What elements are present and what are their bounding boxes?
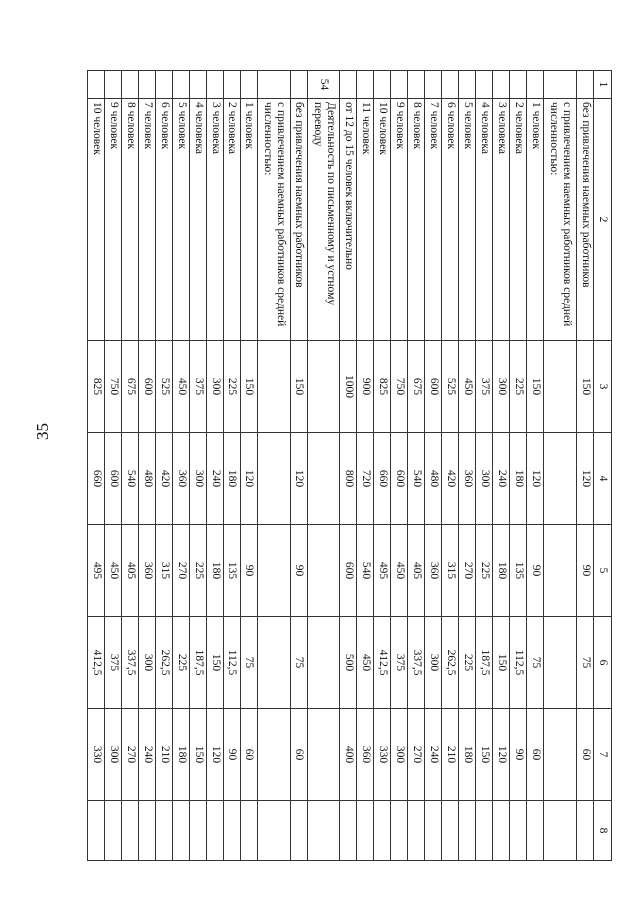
value-cell: 60 xyxy=(577,709,594,801)
value-cell xyxy=(459,801,476,861)
value-cell: 210 xyxy=(156,709,173,801)
value-cell: 262,5 xyxy=(442,617,459,709)
row-number-cell xyxy=(408,71,425,99)
table-row xyxy=(357,71,374,861)
value-cell: 240 xyxy=(493,433,510,525)
value-cell: 600 xyxy=(425,341,442,433)
row-number-cell xyxy=(105,71,122,99)
page-number: 35 xyxy=(33,423,52,440)
value-cell: 450 xyxy=(357,617,374,709)
table-row xyxy=(476,71,493,861)
row-number-cell xyxy=(340,71,357,99)
row-number-cell xyxy=(510,71,527,99)
value-cell xyxy=(577,801,594,861)
value-cell xyxy=(544,341,577,433)
table-row xyxy=(290,71,307,861)
row-number-cell xyxy=(459,71,476,99)
activity-cell: 4 человека xyxy=(190,99,207,341)
value-cell: 540 xyxy=(357,525,374,617)
activity-cell: 3 человека xyxy=(493,99,510,341)
value-cell: 375 xyxy=(391,617,408,709)
row-number-cell xyxy=(374,71,391,99)
value-cell: 120 xyxy=(240,433,257,525)
table-row xyxy=(257,71,290,861)
header-cell: 6 xyxy=(594,617,612,709)
value-cell: 480 xyxy=(425,433,442,525)
header-cell: 4 xyxy=(594,433,612,525)
value-cell: 60 xyxy=(290,709,307,801)
value-cell xyxy=(307,617,340,709)
value-cell: 240 xyxy=(207,433,224,525)
value-cell: 315 xyxy=(442,525,459,617)
value-cell: 120 xyxy=(527,433,544,525)
activity-cell: 1 человек xyxy=(240,99,257,341)
value-cell: 375 xyxy=(476,341,493,433)
value-cell: 180 xyxy=(510,433,527,525)
value-cell: 405 xyxy=(122,525,139,617)
value-cell: 225 xyxy=(224,341,241,433)
value-cell: 450 xyxy=(459,341,476,433)
value-cell: 300 xyxy=(391,709,408,801)
row-number-cell xyxy=(207,71,224,99)
value-cell: 112,5 xyxy=(224,617,241,709)
value-cell: 150 xyxy=(240,341,257,433)
value-cell xyxy=(139,801,156,861)
row-number-cell xyxy=(139,71,156,99)
value-cell: 270 xyxy=(459,525,476,617)
value-cell: 75 xyxy=(527,617,544,709)
value-cell: 262,5 xyxy=(156,617,173,709)
activity-cell: 5 человек xyxy=(173,99,190,341)
value-cell: 225 xyxy=(476,525,493,617)
value-cell: 270 xyxy=(408,709,425,801)
table-row xyxy=(459,71,476,861)
value-cell: 150 xyxy=(577,341,594,433)
value-cell: 180 xyxy=(459,709,476,801)
value-cell: 600 xyxy=(105,433,122,525)
table-row xyxy=(374,71,391,861)
value-cell: 525 xyxy=(442,341,459,433)
value-cell xyxy=(391,801,408,861)
value-cell: 600 xyxy=(391,433,408,525)
value-cell: 90 xyxy=(240,525,257,617)
value-cell: 900 xyxy=(357,341,374,433)
value-cell: 135 xyxy=(224,525,241,617)
value-cell: 375 xyxy=(190,341,207,433)
value-cell: 210 xyxy=(442,709,459,801)
value-cell xyxy=(374,801,391,861)
value-cell: 90 xyxy=(577,525,594,617)
value-cell: 112,5 xyxy=(510,617,527,709)
value-cell xyxy=(307,709,340,801)
value-cell: 315 xyxy=(156,525,173,617)
value-cell xyxy=(240,801,257,861)
row-number-cell xyxy=(257,71,290,99)
tax-rate-table xyxy=(87,70,612,861)
value-cell xyxy=(207,801,224,861)
value-cell: 450 xyxy=(391,525,408,617)
value-cell xyxy=(224,801,241,861)
value-cell: 120 xyxy=(577,433,594,525)
value-cell xyxy=(105,801,122,861)
activity-cell: 2 человека xyxy=(224,99,241,341)
value-cell: 60 xyxy=(240,709,257,801)
value-cell: 187,5 xyxy=(190,617,207,709)
value-cell: 180 xyxy=(173,709,190,801)
activity-cell: 6 человек xyxy=(156,99,173,341)
row-number-cell xyxy=(442,71,459,99)
value-cell xyxy=(493,801,510,861)
table-row xyxy=(105,71,122,861)
activity-cell: 3 человека xyxy=(207,99,224,341)
activity-cell: без привлечения наемных работников xyxy=(577,99,594,341)
row-number-cell xyxy=(88,71,105,99)
table-row xyxy=(122,71,139,861)
value-cell: 120 xyxy=(207,709,224,801)
activity-cell: 8 человек xyxy=(408,99,425,341)
value-cell xyxy=(527,801,544,861)
value-cell: 90 xyxy=(224,709,241,801)
value-cell: 187,5 xyxy=(476,617,493,709)
value-cell: 412,5 xyxy=(374,617,391,709)
row-number-cell xyxy=(577,71,594,99)
value-cell: 225 xyxy=(190,525,207,617)
table-row xyxy=(224,71,241,861)
value-cell xyxy=(307,341,340,433)
value-cell: 450 xyxy=(173,341,190,433)
table-row xyxy=(527,71,544,861)
activity-cell: 7 человек xyxy=(139,99,156,341)
value-cell: 360 xyxy=(357,709,374,801)
table-row xyxy=(88,71,105,861)
row-number-cell xyxy=(357,71,374,99)
value-cell: 75 xyxy=(290,617,307,709)
value-cell: 225 xyxy=(173,617,190,709)
table-row xyxy=(493,71,510,861)
value-cell: 60 xyxy=(527,709,544,801)
table-row xyxy=(340,71,357,861)
value-cell: 240 xyxy=(425,709,442,801)
value-cell: 405 xyxy=(408,525,425,617)
row-number-cell xyxy=(190,71,207,99)
header-cell: 5 xyxy=(594,525,612,617)
activity-cell: 9 человек xyxy=(105,99,122,341)
table-row xyxy=(190,71,207,861)
value-cell xyxy=(88,801,105,861)
row-number-cell xyxy=(122,71,139,99)
value-cell: 420 xyxy=(156,433,173,525)
value-cell xyxy=(425,801,442,861)
value-cell: 120 xyxy=(493,709,510,801)
value-cell: 412,5 xyxy=(88,617,105,709)
value-cell: 225 xyxy=(459,617,476,709)
value-cell xyxy=(544,617,577,709)
value-cell xyxy=(544,525,577,617)
activity-cell: с привлечением наемных работников средней численностью: xyxy=(257,99,290,341)
value-cell: 675 xyxy=(122,341,139,433)
value-cell: 180 xyxy=(493,525,510,617)
value-cell: 150 xyxy=(190,709,207,801)
value-cell: 600 xyxy=(139,341,156,433)
value-cell xyxy=(476,801,493,861)
value-cell: 300 xyxy=(190,433,207,525)
value-cell: 660 xyxy=(374,433,391,525)
table-row xyxy=(391,71,408,861)
value-cell: 330 xyxy=(88,709,105,801)
value-cell: 360 xyxy=(139,525,156,617)
value-cell: 495 xyxy=(88,525,105,617)
value-cell: 225 xyxy=(510,341,527,433)
value-cell: 300 xyxy=(425,617,442,709)
value-cell: 1000 xyxy=(340,341,357,433)
value-cell: 300 xyxy=(493,341,510,433)
rotated-table-container xyxy=(87,70,612,860)
value-cell: 600 xyxy=(340,525,357,617)
value-cell xyxy=(442,801,459,861)
header-cell: 3 xyxy=(594,341,612,433)
value-cell: 150 xyxy=(493,617,510,709)
row-number-cell xyxy=(544,71,577,99)
activity-cell: 11 человек xyxy=(357,99,374,341)
value-cell: 150 xyxy=(290,341,307,433)
value-cell: 360 xyxy=(425,525,442,617)
value-cell: 337,5 xyxy=(408,617,425,709)
value-cell xyxy=(544,433,577,525)
value-cell xyxy=(257,709,290,801)
header-cell: 7 xyxy=(594,709,612,801)
table-row xyxy=(577,71,594,861)
value-cell: 825 xyxy=(88,341,105,433)
table-row xyxy=(139,71,156,861)
value-cell xyxy=(190,801,207,861)
value-cell: 270 xyxy=(173,525,190,617)
row-number-cell xyxy=(224,71,241,99)
value-cell xyxy=(173,801,190,861)
value-cell: 495 xyxy=(374,525,391,617)
table-row xyxy=(544,71,577,861)
value-cell xyxy=(257,617,290,709)
activity-cell: 6 человек xyxy=(442,99,459,341)
value-cell xyxy=(257,525,290,617)
value-cell: 500 xyxy=(340,617,357,709)
table-row xyxy=(510,71,527,861)
table-row xyxy=(207,71,224,861)
value-cell xyxy=(257,433,290,525)
value-cell xyxy=(408,801,425,861)
value-cell: 400 xyxy=(340,709,357,801)
table-row xyxy=(173,71,190,861)
table-row xyxy=(307,71,340,861)
row-number-cell xyxy=(527,71,544,99)
value-cell xyxy=(307,433,340,525)
activity-cell: 10 человек xyxy=(88,99,105,341)
table-body xyxy=(88,71,612,861)
row-number-cell xyxy=(240,71,257,99)
value-cell xyxy=(290,801,307,861)
activity-cell: 8 человек xyxy=(122,99,139,341)
value-cell: 420 xyxy=(442,433,459,525)
value-cell xyxy=(257,801,290,861)
activity-cell: 4 человека xyxy=(476,99,493,341)
table-row xyxy=(442,71,459,861)
value-cell: 360 xyxy=(173,433,190,525)
value-cell xyxy=(340,801,357,861)
value-cell: 90 xyxy=(290,525,307,617)
row-number-cell xyxy=(391,71,408,99)
row-number-cell xyxy=(156,71,173,99)
value-cell xyxy=(156,801,173,861)
value-cell: 75 xyxy=(240,617,257,709)
header-row xyxy=(594,71,612,861)
value-cell: 180 xyxy=(207,525,224,617)
value-cell xyxy=(307,525,340,617)
value-cell: 375 xyxy=(105,617,122,709)
activity-cell: без привлечения наемных работников xyxy=(290,99,307,341)
table-row xyxy=(240,71,257,861)
activity-cell: от 12 до 15 человек включительно xyxy=(340,99,357,341)
value-cell: 240 xyxy=(139,709,156,801)
value-cell xyxy=(544,709,577,801)
value-cell xyxy=(510,801,527,861)
value-cell: 800 xyxy=(340,433,357,525)
activity-cell: 10 человек xyxy=(374,99,391,341)
value-cell: 750 xyxy=(391,341,408,433)
value-cell: 660 xyxy=(88,433,105,525)
value-cell: 90 xyxy=(510,709,527,801)
activity-cell: 7 человек xyxy=(425,99,442,341)
value-cell: 750 xyxy=(105,341,122,433)
value-cell: 75 xyxy=(577,617,594,709)
activity-cell: 1 человек xyxy=(527,99,544,341)
header-cell: 8 xyxy=(594,801,612,861)
value-cell: 270 xyxy=(122,709,139,801)
activity-cell: 2 человека xyxy=(510,99,527,341)
value-cell: 135 xyxy=(510,525,527,617)
value-cell xyxy=(122,801,139,861)
value-cell: 720 xyxy=(357,433,374,525)
row-number-cell xyxy=(290,71,307,99)
value-cell: 480 xyxy=(139,433,156,525)
value-cell: 450 xyxy=(105,525,122,617)
value-cell: 120 xyxy=(290,433,307,525)
value-cell: 540 xyxy=(408,433,425,525)
row-number-cell xyxy=(173,71,190,99)
activity-cell: 9 человек xyxy=(391,99,408,341)
value-cell: 360 xyxy=(459,433,476,525)
header-cell: 1 xyxy=(594,71,612,99)
value-cell: 825 xyxy=(374,341,391,433)
value-cell: 300 xyxy=(476,433,493,525)
row-number-cell xyxy=(476,71,493,99)
activity-cell: с привлечением наемных работников средней численностью: xyxy=(544,99,577,341)
value-cell: 150 xyxy=(527,341,544,433)
table-row xyxy=(425,71,442,861)
value-cell: 150 xyxy=(476,709,493,801)
value-cell: 337,5 xyxy=(122,617,139,709)
value-cell: 90 xyxy=(527,525,544,617)
row-number-cell: 54 xyxy=(307,71,340,99)
activity-cell: 5 человек xyxy=(459,99,476,341)
activity-cell: Деятельность по письменному и устному переводу xyxy=(307,99,340,341)
row-number-cell xyxy=(493,71,510,99)
row-number-cell xyxy=(425,71,442,99)
value-cell: 150 xyxy=(207,617,224,709)
value-cell: 300 xyxy=(207,341,224,433)
value-cell xyxy=(257,341,290,433)
value-cell xyxy=(307,801,340,861)
value-cell xyxy=(544,801,577,861)
value-cell xyxy=(357,801,374,861)
value-cell: 300 xyxy=(105,709,122,801)
value-cell: 540 xyxy=(122,433,139,525)
value-cell: 330 xyxy=(374,709,391,801)
header-cell: 2 xyxy=(594,99,612,341)
value-cell: 525 xyxy=(156,341,173,433)
value-cell: 180 xyxy=(224,433,241,525)
value-cell: 675 xyxy=(408,341,425,433)
value-cell: 300 xyxy=(139,617,156,709)
table-row xyxy=(408,71,425,861)
table-row xyxy=(156,71,173,861)
